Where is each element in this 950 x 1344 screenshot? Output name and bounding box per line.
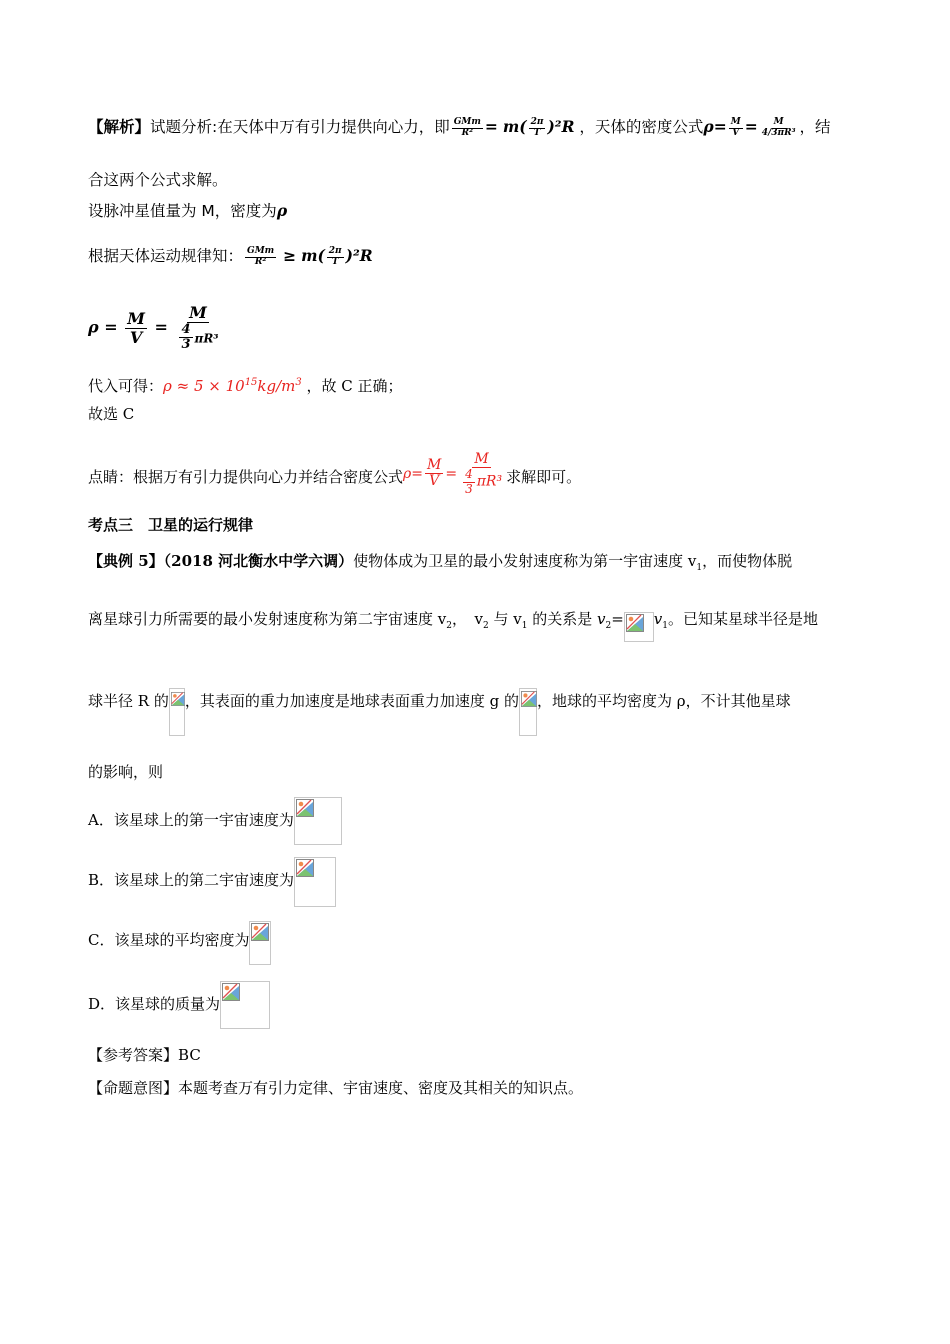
image-placeholder bbox=[294, 797, 342, 845]
option-b: B．该星球上的第二宇宙速度为 bbox=[88, 857, 336, 907]
substitute-line: 代入可得：$\rho \approx 5 \times 10^{15}kg/m^3$ ，故 C 正确； bbox=[88, 377, 403, 395]
image-placeholder bbox=[519, 688, 537, 736]
section-title: 考点三 卫星的运行规律 bbox=[88, 516, 254, 534]
broken-image-icon bbox=[171, 690, 185, 708]
broken-image-icon bbox=[222, 983, 240, 1001]
option-c: C．该星球的平均密度为 bbox=[88, 921, 271, 965]
option-a: A．该星球上的第一宇宙速度为 bbox=[88, 797, 342, 845]
example-label: 【典例 5】 bbox=[88, 552, 164, 570]
broken-image-icon bbox=[296, 859, 314, 877]
image-placeholder bbox=[169, 688, 185, 736]
image-placeholder bbox=[249, 921, 271, 965]
step-motion: 根据天体运动规律知： $\frac{\text{GMm}}{\text{R²}}$ ≥ m( $\frac{2\pi}{T}$ )²R bbox=[88, 245, 373, 267]
remark-density-formula: ρ= $\frac{M}{V}$ = M $\frac{4}{3}$ πR³ bbox=[403, 451, 503, 496]
example-line-2: 离星球引力所需要的最小发射速度称为第二宇宙速度 $v_2$， $v_2$ 与 $v_1$ 的关系是 $v_2=$ $v_1$。已知某星球半径是地 bbox=[88, 610, 818, 642]
choose-line: 故选 C bbox=[88, 405, 135, 423]
reference-answer: 【参考答案】BC bbox=[88, 1046, 201, 1064]
example-source: （2018 河北衡水中学六调） bbox=[163, 552, 354, 570]
broken-image-icon bbox=[626, 614, 644, 632]
broken-image-icon bbox=[251, 923, 269, 941]
image-placeholder bbox=[220, 981, 270, 1029]
density-formula: $\frac{M}{V}$ bbox=[730, 116, 741, 138]
example-line-4: 的影响，则 bbox=[88, 763, 164, 781]
question-intent: 【命题意图】本题考查万有引力定律、宇宙速度、密度及其相关的知识点。 bbox=[88, 1079, 584, 1097]
step-mass: 设脉冲星值量为 M，密度为ρ bbox=[88, 201, 288, 220]
image-placeholder bbox=[624, 612, 654, 642]
analysis-line-2: 合这两个公式求解。 bbox=[88, 171, 228, 189]
remark-line: 点睛：根据万有引力提供向心力并结合密度公式ρ= $\frac{M}{V}$ = M $\frac{4}{3}$ πR³ 求解即可。 bbox=[88, 451, 582, 496]
broken-image-icon bbox=[521, 690, 537, 708]
image-placeholder bbox=[294, 857, 336, 907]
density-result: $\rho \approx 5 \times 10^{15}kg/m^3$ bbox=[163, 377, 302, 395]
example-line-1: 【典例 5】（2018 河北衡水中学六调）使物体成为卫星的最小发射速度称为第一宇宙速度 $v_1$，而使物体脱 bbox=[88, 552, 793, 573]
example-line-3: 球半径 R 的 ，其表面的重力加速度是地球表面重力加速度 g 的 ，地球的平均密度为 ρ，不计其他星球 bbox=[88, 692, 791, 740]
analysis-line: 【解析】试题分析:在天体中万有引力提供向心力，即 $\frac{\text{GMm}}{\text{R²}}$ = m( $\frac{2\pi}{T}$ )²R ，天体的密度公式ρ= $\frac{M}{V}$ = $\frac{M}{\text{4/3πR³}}$ ，结 bbox=[88, 116, 831, 138]
gravity-formula: $\frac{\text{GMm}}{\text{R²}}$ bbox=[453, 116, 481, 138]
broken-image-icon bbox=[296, 799, 314, 817]
option-d: D．该星球的质量为 bbox=[88, 981, 270, 1029]
density-equation: ρ = $\frac{M}{V}$ = M $\frac{4}{3}$ πR³ bbox=[88, 303, 219, 352]
analysis-label: 【解析】 bbox=[88, 118, 151, 136]
